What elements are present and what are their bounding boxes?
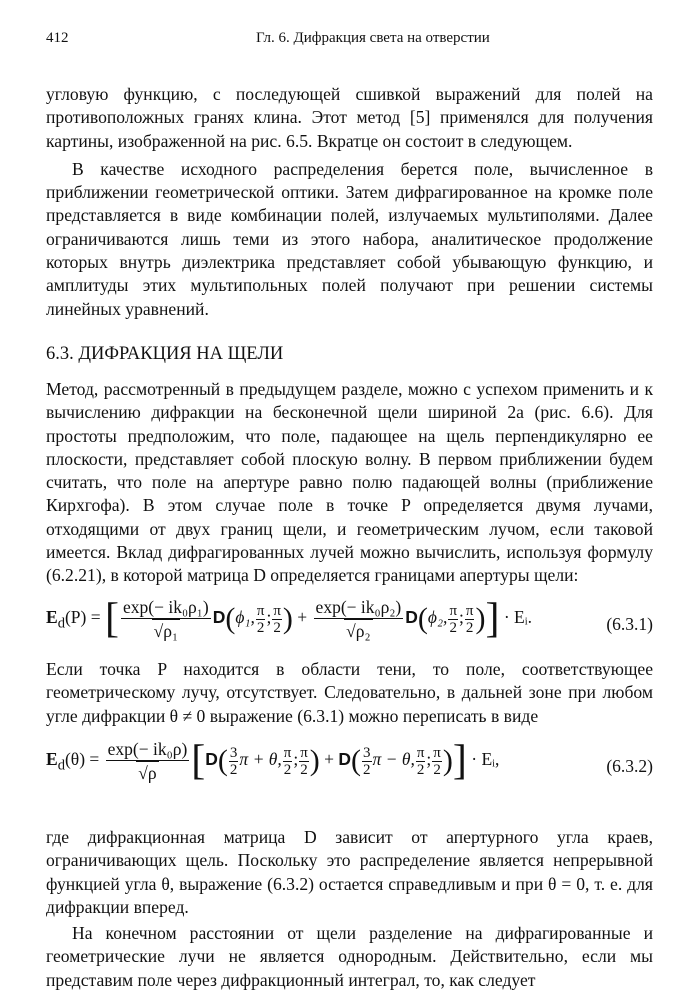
eq2-d-matrix-2: D bbox=[338, 749, 352, 770]
eq2-paren-close-1: ) bbox=[309, 744, 320, 777]
eq1-two-3: 2 bbox=[449, 619, 457, 636]
eq1-den1: √ρ₁ bbox=[153, 621, 179, 641]
eq1-bracket-close: ] bbox=[485, 596, 500, 642]
eq1-two-1: 2 bbox=[256, 619, 265, 636]
paragraph-5: где дифракционная матрица D зависит от апертурного угла краев, ограничивающих щель. Поскольку это распределение является непрерывной функцией угла θ, выражение (6.3.2) остается справедливым и при θ = 0, т. е. для дифракции вперед. bbox=[46, 827, 653, 917]
text-block-1 bbox=[46, 83, 653, 321]
eq2-d-matrix-1: D bbox=[205, 749, 218, 770]
eq2-lhs-arg: (θ) = bbox=[64, 749, 100, 770]
eq2-two-5: 2 bbox=[416, 761, 425, 778]
eq1-den2: √ρ₂ bbox=[346, 621, 371, 641]
eq2-frac bbox=[106, 738, 190, 784]
eq2-lhs-sub: d bbox=[57, 757, 65, 774]
eq2-two-1: 2 bbox=[229, 761, 238, 778]
eq2-pi-4: π bbox=[433, 744, 441, 761]
paragraph-4: Если точка P находится в области тени, то поле, соответствующее геометрическому лучу, отсутствует. Следовательно, в дальней зоне при любом угле дифракции θ ≠ 0 выражение (6.3.1) можно переписать в виде bbox=[46, 659, 653, 726]
eq1-sfrac-3 bbox=[448, 603, 458, 636]
eq1-two-2: 2 bbox=[273, 619, 281, 636]
eq1-paren-close-1: ) bbox=[282, 602, 293, 635]
eq1-d-matrix-2: D bbox=[405, 607, 418, 628]
eq2-two-4: 2 bbox=[363, 761, 371, 778]
eq2-sfrac-4 bbox=[416, 745, 426, 778]
eq1-paren-close-2: ) bbox=[475, 602, 486, 635]
eq2-bracket-open: [ bbox=[191, 738, 206, 784]
eq1-num1: exp(− ik₀ρ₁) bbox=[123, 597, 209, 617]
eq2-two-6: 2 bbox=[433, 761, 441, 778]
eq1-pi-4: π bbox=[465, 602, 474, 619]
eq1-sfrac-2 bbox=[272, 603, 282, 636]
eq2-three-2: 3 bbox=[363, 744, 371, 761]
eq1-bracket-open: [ bbox=[105, 596, 119, 642]
eq2-sfrac-1 bbox=[283, 745, 293, 778]
equation-6-3-1 bbox=[46, 596, 653, 658]
eq1-arg2: ϕ₂, bbox=[427, 607, 448, 628]
eq2-sfrac-2 bbox=[299, 745, 309, 778]
eq1-tail: · Eᵢ. bbox=[503, 607, 532, 628]
eq2-paren-open-2: ( bbox=[351, 744, 362, 777]
eq2-den: √ρ bbox=[138, 763, 157, 783]
eq2-sfrac-5 bbox=[432, 745, 442, 778]
eq2-num: exp(− ik₀ρ) bbox=[107, 739, 188, 759]
eq1-pi-2: π bbox=[273, 602, 281, 619]
page-header bbox=[46, 30, 653, 52]
eq1-paren-open-2: ( bbox=[417, 602, 428, 635]
eq2-pi-3: π bbox=[416, 744, 425, 761]
eq2-three-1: 3 bbox=[229, 744, 238, 761]
eq1-lhs: E bbox=[46, 607, 58, 628]
text-block-3 bbox=[46, 658, 653, 728]
running-title: Гл. 6. Дифракция света на отверстии bbox=[256, 30, 490, 46]
eq2-paren-close-2: ) bbox=[442, 744, 453, 777]
eq2-pi-1: π bbox=[283, 744, 292, 761]
text-block-2 bbox=[46, 378, 653, 588]
equation-2-body: $E_d(\theta)$ = $\frac{\text{exp(− ik₀ρ)}}{√\rho}$ [D( $\frac{3}{2}$ π + θ, $\frac{\pi}{2}$ ; $\frac{\pi}{2}$ ) + D( $\frac{3}{2}$ π − θ, $\frac{\pi}{2}$ ; $\frac{\pi}{2}$ )] · Eᵢ, bbox=[46, 738, 500, 784]
eq1-frac-1 bbox=[121, 596, 211, 642]
paragraph-2: В качестве исходного распределения берется поле, вычисленное в приближении геометрической оптики. Затем дифрагированное на кромке поле представляется в виде комбинации полей, излучаемых мультиполями. Далее ограничиваются лишь теми из этого набора, аналитическое продолжение которых внутрь диэлектрика представляет собой убывающую функцию, и амплитуды этих мультипольных полей получают при решении системы линейных уравнений. bbox=[46, 158, 653, 319]
eq1-number: (6.3.1) bbox=[606, 614, 653, 634]
section-title: ДИФРАКЦИЯ НА ЩЕЛИ bbox=[78, 344, 284, 364]
eq1-lhs-sub: d bbox=[57, 615, 65, 632]
eq1-sfrac-1 bbox=[256, 603, 266, 636]
eq1-pi-3: π bbox=[449, 602, 458, 619]
eq2-two-2: 2 bbox=[283, 761, 292, 778]
eq2-tail: · Eᵢ, bbox=[471, 749, 500, 770]
eq1-frac-2 bbox=[314, 596, 404, 642]
eq1-pi-1: π bbox=[256, 602, 265, 619]
paragraph-1: угловую функцию, с последующей сшивкой выражений для полей на противоположных гранях клина. Этот метод [5] применялся для получения картины, изображенной на рис. 6.5. Вкратце он состоит в следующем. bbox=[46, 84, 653, 151]
eq2-bracket-close: ] bbox=[452, 738, 467, 784]
eq1-d-matrix-1: D bbox=[212, 607, 226, 628]
equation-1-body: $E_d(P)$ = [ $\frac{\text{exp(− ik₀ρ₁)}}{\text{√ρ₁}}$ D(ϕ₁, $\frac{\pi}{2}$ ; $\frac{\pi}{2}$ ) + $\frac{\text{exp(− ik₀ρ₂)}}{\text{√ρ₂}}$ D(ϕ₂, $\frac{\pi}{2}$ ; $\frac{\pi}{2}$ )] · Eᵢ. bbox=[46, 596, 532, 642]
eq2-paren-open-1: ( bbox=[217, 744, 228, 777]
eq2-arg1: π + θ, bbox=[239, 749, 282, 770]
eq1-lhs-arg: (P) = bbox=[64, 607, 101, 628]
section-number: 6.3. bbox=[46, 344, 74, 364]
eq2-sfrac-3b bbox=[362, 745, 372, 778]
eq1-arg1: ϕ₁, bbox=[235, 607, 255, 628]
section-heading bbox=[46, 344, 283, 365]
paragraph-3: Метод, рассмотренный в предыдущем разделе, можно с успехом применить и к вычислению дифракции на бесконечной щели шириной 2a (рис. 6.6). Для простоты предположим, что поле, падающее на щель перпендикулярно ее плоскости, представляет собой плоскую волну. В первом приближении будем считать, что поле на апертуре равно полю падающей волны (приближение Кирхгофа). В этом случае поле в точке P определяется двумя лучами, отходящими от двух границ щели, и геометрическим лучом, если таковой имеется. Вклад дифрагированных лучей можно вычислить, используя формулу (6.2.21), в которой матрица D определяется границами апертуры щели: bbox=[46, 379, 653, 586]
eq1-paren-open-1: ( bbox=[225, 602, 236, 635]
equation-6-3-2 bbox=[46, 738, 653, 800]
page-number: 412 bbox=[46, 30, 69, 46]
eq1-sfrac-4 bbox=[465, 603, 475, 636]
eq1-num2: exp(− ik₀ρ₂) bbox=[315, 597, 402, 617]
eq2-number: (6.3.2) bbox=[606, 756, 653, 776]
text-block-4 bbox=[46, 826, 653, 992]
eq2-two-3: 2 bbox=[300, 761, 308, 778]
eq2-pi-2: π bbox=[300, 744, 308, 761]
paragraph-6: На конечном расстоянии от щели разделение на дифрагированные и геометрические лучи не является однородным. Действительно, если мы представим поле через дифракционный интеграл, то, как следует bbox=[46, 923, 653, 990]
eq2-lhs: E bbox=[46, 749, 58, 770]
eq2-sfrac-3a bbox=[229, 745, 239, 778]
eq2-arg2: π − θ, bbox=[372, 749, 415, 770]
eq1-two-4: 2 bbox=[465, 619, 474, 636]
